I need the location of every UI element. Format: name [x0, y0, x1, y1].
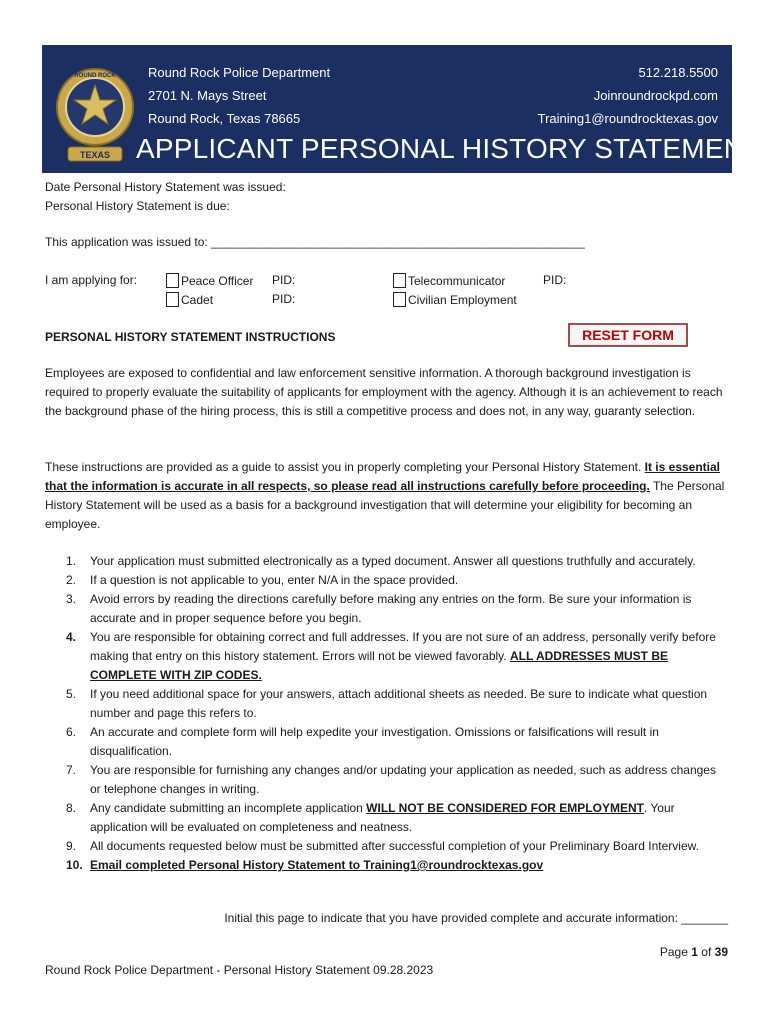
- pid-label-3: PID:: [543, 273, 567, 287]
- civilian-checkbox[interactable]: [393, 292, 406, 307]
- intro-paragraph-2: [45, 458, 725, 534]
- item-text: An accurate and complete form will help expedite your investigation. Omissions or falsifications will result in disqualification.: [90, 725, 659, 758]
- item-emphasis: WILL NOT BE CONSIDERED FOR EMPLOYMENT: [366, 801, 644, 815]
- reset-form-button[interactable]: RESET FORM: [568, 323, 688, 347]
- pid-label-1: PID:: [272, 273, 296, 287]
- list-item: [45, 856, 725, 875]
- issued-to-label: This application was issued to: ________________________________________________________: [45, 235, 585, 249]
- phone-number: 512.218.5500: [638, 65, 718, 80]
- item-text: You are responsible for obtaining correct and full addresses. If you are not sure of an address, personally verify before making that entry on this history statement. Errors will not be viewed favorably.: [90, 630, 716, 663]
- option-telecommunicator: [393, 273, 505, 288]
- dept-name: Round Rock Police Department: [148, 65, 331, 80]
- date-issued-label: Date Personal History Statement was issued:: [45, 180, 286, 194]
- address-line-2: Round Rock, Texas 78665: [148, 111, 301, 126]
- header-banner: [42, 45, 762, 173]
- instructions-heading: PERSONAL HISTORY STATEMENT INSTRUCTIONS: [45, 330, 336, 344]
- item-text: Avoid errors by reading the directions carefully before making any entries on the form. Be sure your information is accurate and in proper sequence before you begin.: [90, 592, 692, 625]
- email-instruction-link[interactable]: Email completed Personal History Statement to Training1@roundrocktexas.gov: [90, 858, 544, 872]
- initial-line: Initial this page to indicate that you have provided complete and accurate information: _______: [224, 911, 728, 925]
- contact-email[interactable]: Training1@roundrocktexas.gov: [537, 111, 718, 126]
- item-number: 3.: [66, 592, 77, 606]
- item-number: 5.: [66, 687, 77, 701]
- list-item: [45, 837, 725, 856]
- option-cadet: [166, 292, 213, 307]
- list-item: [45, 628, 725, 685]
- peace-officer-label: Peace Officer: [181, 274, 254, 288]
- police-badge-icon: [54, 55, 136, 167]
- footer-text: Round Rock Police Department - Personal History Statement 09.28.2023: [45, 963, 434, 977]
- website-link[interactable]: Joinroundrockpd.com: [593, 88, 718, 103]
- list-item: [45, 552, 725, 571]
- telecommunicator-label: Telecommunicator: [408, 274, 506, 288]
- instructions-list: [45, 552, 725, 875]
- address-line-1: 2701 N. Mays Street: [148, 88, 267, 103]
- cadet-label: Cadet: [181, 293, 214, 307]
- item-text-before: Any candidate submitting an incomplete application: [90, 801, 367, 815]
- para2-start: These instructions are provided as a guide to assist you in properly completing your Personal History Statement.: [45, 460, 645, 474]
- due-date-label: Personal History Statement is due:: [45, 199, 230, 213]
- page-number: 1: [691, 945, 698, 959]
- list-item: [45, 723, 725, 761]
- page-indicator: [660, 945, 728, 959]
- item-number: 7.: [66, 763, 77, 777]
- contact-block: [538, 61, 718, 130]
- item-number: 2.: [66, 573, 77, 587]
- option-peace-officer: [166, 273, 253, 288]
- list-item: [45, 590, 725, 628]
- list-item: [45, 685, 725, 723]
- pid-label-2: PID:: [272, 292, 296, 306]
- page-of: of: [701, 945, 712, 959]
- item-text: If you need additional space for your answers, attach additional sheets as needed. Be sure to indicate what question number and page this refers to.: [90, 687, 708, 720]
- intro-paragraph-1: Employees are exposed to confidential and law enforcement sensitive information. A thorough background investigation is required to properly evaluate the suitability of applicants for employment with the agency. Although it is an achievement to reach the background phase of the hiring process, this is still a competitive process and does not, in any way, guaranty selection.: [45, 366, 723, 418]
- item-number: 4.: [66, 630, 77, 644]
- list-item: [45, 571, 725, 590]
- peace-officer-checkbox[interactable]: [166, 273, 179, 288]
- item-number: 10.: [66, 858, 83, 872]
- item-emphasis: ALL ADDRESSES MUST BE COMPLETE WITH ZIP CODES.: [90, 649, 668, 682]
- list-item: [45, 799, 725, 837]
- option-civilian: [393, 292, 517, 307]
- item-number: 1.: [66, 554, 77, 568]
- item-text: You are responsible for furnishing any changes and/or updating your application as needed, such as address changes or telephone changes in writing.: [90, 763, 716, 796]
- page-total: 39: [714, 945, 728, 959]
- item-text: If a question is not applicable to you, enter N/A in the space provided.: [90, 573, 459, 587]
- item-text: Your application must submitted electronically as a typed document. Answer all questions truthfully and accurately.: [90, 554, 696, 568]
- badge-text-bottom: TEXAS: [79, 150, 111, 160]
- item-number: 6.: [66, 725, 77, 739]
- item-number: 8.: [66, 801, 77, 815]
- cadet-checkbox[interactable]: [166, 292, 179, 307]
- para2-end: The Personal History Statement will be used as a basis for a background investigation that will determine your eligibility for becoming an employee.: [45, 479, 725, 531]
- item-number: 9.: [66, 839, 77, 853]
- page-label: Page: [659, 945, 688, 959]
- item-text: All documents requested below must be submitted after successful completion of your Preliminary Board Interview.: [90, 839, 699, 853]
- applying-for-label: I am applying for:: [45, 273, 138, 287]
- badge-text-top: ROUND ROCK: [74, 73, 116, 79]
- item-text-after: . Your application will be evaluated on completeness and neatness.: [90, 801, 675, 834]
- list-item: [45, 761, 725, 799]
- document-title: APPLICANT PERSONAL HISTORY STATEMENT: [136, 133, 762, 164]
- telecommunicator-checkbox[interactable]: [393, 273, 406, 288]
- civilian-label: Civilian Employment: [408, 293, 517, 307]
- dept-address-block: [148, 61, 330, 130]
- para2-emphasis: It is essential that the information is accurate in all respects, so please read all instructions carefully before proceeding.: [45, 460, 721, 493]
